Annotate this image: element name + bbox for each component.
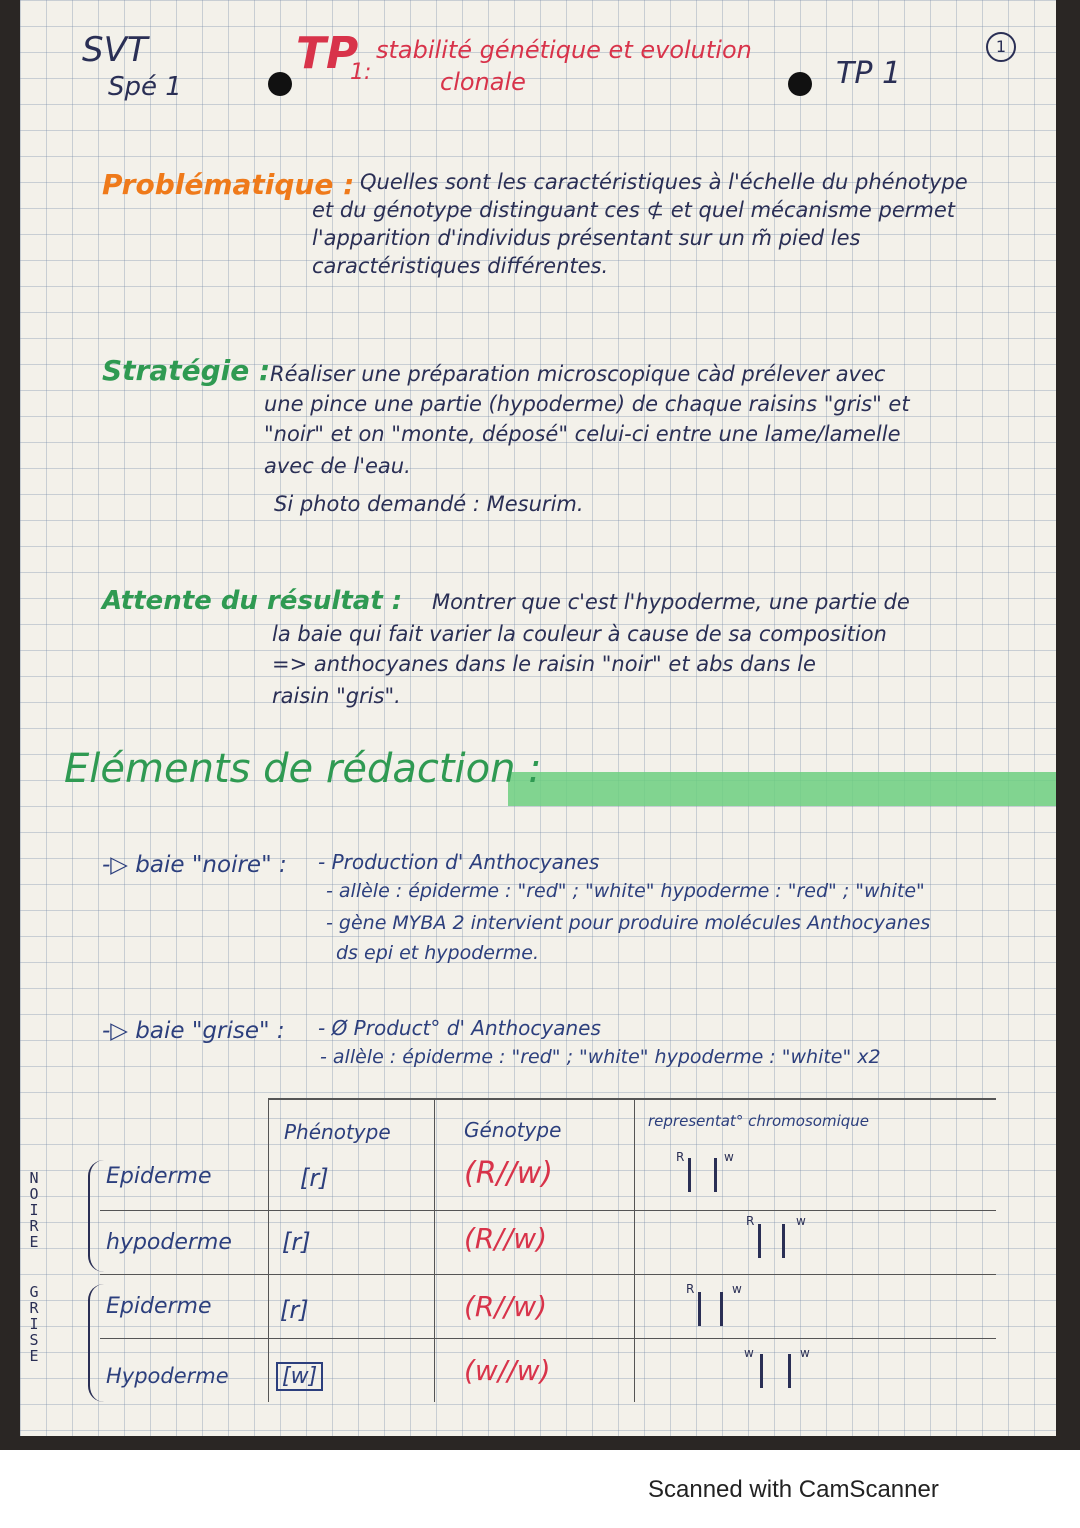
chromosome-left [758,1224,761,1258]
row-tissue: Epiderme [106,1294,212,1319]
chromosome-right [720,1292,723,1326]
table-col-rule [434,1098,435,1402]
header-phenotype: Phénotype [284,1120,391,1144]
table-top-rule [268,1098,996,1100]
notebook-page [20,0,1056,1436]
row-genotype: (w//w) [464,1354,551,1387]
allele-right: w [800,1346,810,1360]
problematique-heading: Problématique : [102,168,355,201]
baie-noire-label: -▷ baie "noire" : [102,852,287,878]
row-phenotype: [r] [280,1296,309,1324]
tp-right-label: TP 1 [836,56,902,91]
tp-number: 1: [350,60,372,85]
elements-heading: Eléments de rédaction : [64,746,542,792]
grise-line: - Ø Product° d' Anthocyanes [318,1016,601,1040]
tp-label: TP [296,28,359,79]
noire-line: - gène MYBA 2 intervient pour produire molécules Anthocyanes [326,912,931,934]
attente-line: Montrer que c'est l'hypoderme, une partie de [432,590,910,614]
row-phenotype: [r] [282,1228,311,1256]
table-col-rule [268,1098,269,1402]
row-genotype: (R//w) [464,1290,548,1323]
header-genotype: Génotype [464,1118,562,1142]
row-genotype: (R//w) [464,1222,548,1255]
allele-left: w [744,1346,754,1360]
subject-label: SVT [82,30,148,70]
strategie-line: "noir" et on "monte, déposé" celui-ci entre une lame/lamelle [264,422,901,446]
attente-heading: Attente du résultat : [102,586,403,616]
highlight-bar [508,772,1056,806]
row-tissue: hypoderme [106,1230,232,1255]
strategie-heading: Stratégie : [102,354,271,387]
allele-left: R [686,1282,695,1296]
row-tissue: Hypoderme [106,1364,229,1388]
group-label-grise-text: GRISE [29,1283,39,1365]
attente-line: raisin "gris". [272,684,401,708]
noire-line: - Production d' Anthocyanes [318,850,600,874]
chromosome-right [714,1158,717,1192]
title-line1: stabilité génétique et evolution [376,36,752,64]
chromosome-left [688,1158,691,1192]
brace-noire [88,1160,104,1272]
brace-grise [88,1284,104,1402]
level-label: Spé 1 [108,72,182,102]
problematique-line: et du génotype distinguant ces ⊄ et quel mécanisme permet [312,198,956,222]
problematique-line: Quelles sont les caractéristiques à l'échelle du phénotype [360,170,968,194]
chromosome-left [760,1354,763,1388]
row-phenotype: [w] [276,1362,323,1391]
attente-line: la baie qui fait varier la couleur à cause de sa composition [272,622,887,646]
allele-left: R [676,1150,685,1164]
strategie-line: Si photo demandé : Mesurim. [274,492,584,516]
group-label-noire [28,1170,42,1250]
allele-right: w [796,1214,806,1228]
noire-line: - allèle : épiderme : "red" ; "white" hypoderme : "red" ; "white" [326,880,925,902]
bullet-dot [788,72,812,96]
strategie-line: Réaliser une préparation microscopique càd prélever avec [270,362,886,386]
attente-line: => anthocyanes dans le raisin "noir" et abs dans le [272,652,816,676]
allele-right: w [724,1150,734,1164]
header-chromosome: representat° chromosomique [648,1112,870,1130]
strategie-line: avec de l'eau. [264,454,411,478]
grise-line: - allèle : épiderme : "red" ; "white" hypoderme : "white" x2 [320,1046,881,1068]
noire-line: ds epi et hypoderme. [336,942,540,964]
row-genotype: (R//w) [464,1156,554,1191]
baie-grise-label: -▷ baie "grise" : [102,1018,285,1044]
chromosome-right [782,1224,785,1258]
problematique-line: caractéristiques différentes. [312,254,609,278]
allele-left: R [746,1214,755,1228]
table-row-rule [100,1274,996,1275]
group-label-noire-text: NOIRE [29,1169,39,1251]
strategie-line: une pince une partie (hypoderme) de chaque raisins "gris" et [264,392,910,416]
problematique-line: l'apparition d'individus présentant sur un m̃ pied les [312,226,861,250]
scanner-watermark: Scanned with CamScanner [648,1476,939,1503]
row-phenotype: [r] [300,1164,329,1192]
table-col-rule [634,1098,635,1402]
table-row-rule [100,1210,996,1211]
group-label-grise [28,1284,42,1364]
chromosome-left [698,1292,701,1326]
page-number: 1 [986,32,1016,62]
allele-right: w [732,1282,742,1296]
table-row-rule [100,1338,996,1339]
chromosome-right [788,1354,791,1388]
title-line2: clonale [440,68,526,96]
row-tissue: Epiderme [106,1164,212,1189]
bullet-dot [268,72,292,96]
